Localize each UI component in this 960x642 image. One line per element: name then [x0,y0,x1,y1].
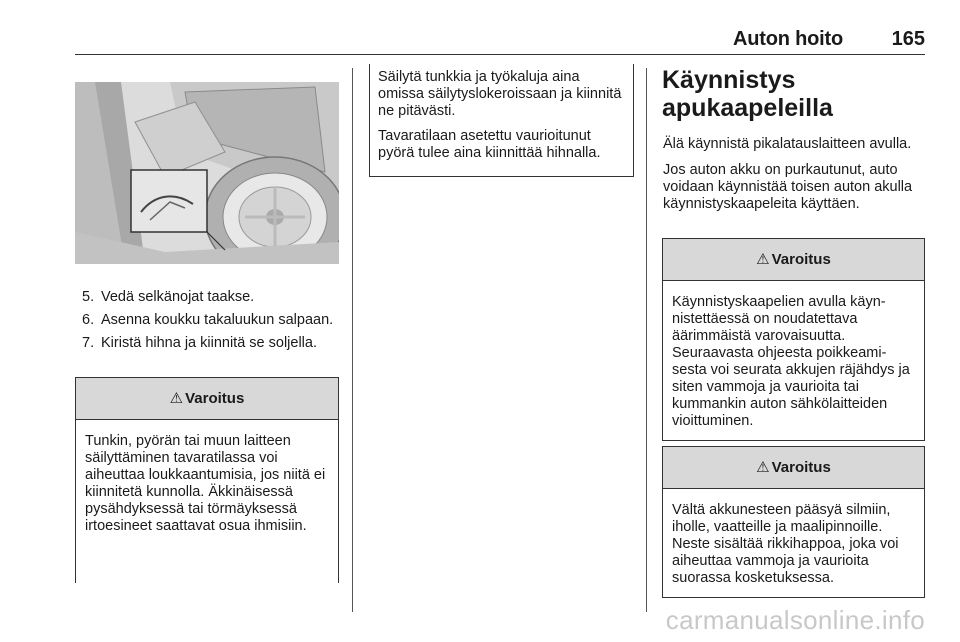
step-number: 5. [82,289,95,305]
page-number: 165 [891,28,925,50]
note-paragraph: Tavaratilaan asetettu vaurioitunut pyörä tulee aina kiinnittää hihnalla. [378,128,601,161]
page-header [75,28,925,55]
step-number: 7. [82,335,95,351]
section-title: Auton hoito [733,28,843,50]
step-item [82,312,344,329]
step-number: 6. [82,312,95,328]
column-divider-left [352,68,353,612]
illustration-graphic [75,82,339,264]
step-text: Kiristä hihna ja kiinnitä se soljella. [101,335,317,351]
step-text: Asenna koukku takaluukun salpaan. [101,312,334,328]
warning-body: Käynnistyskaapelien avulla käynnistettäessä on noudatettava äärimmäistä varovaisuutta. Seuraavasta ohjeesta poikkeamisesta voi seurata akkujen räjähdys ja siten vammoja ja vaurioita tai kummankin auton sähkölaitteiden vioittuminen. [672,294,910,429]
warning-header [76,378,338,420]
trunk-wheel-illustration [75,82,339,264]
intro-paragraph: Jos auton akku on purkautunut, auto voidaan käynnistää toisen auton akulla käynnistyskaapeleita käyttäen. [663,162,913,212]
intro-paragraph: Älä käynnistä pikalatauslaitteen avulla. [663,136,912,152]
step-text: Vedä selkänojat taakse. [101,289,255,305]
heading-line: apukaapeleilla [662,94,833,122]
warning-box-right-2 [662,446,925,598]
warning-title: Varoitus [771,251,831,268]
warning-triangle-icon: ⚠ [756,251,770,268]
warning-header [663,447,924,489]
section-heading [662,66,833,122]
warning-body: Vältä akkunesteen pääsyä silmiin, iholle, vaatteille ja maalipinnoille. Neste sisältää rikkihappoa, joka voi aiheuttaa vammoja ja vaurioita suorassa kosketuksessa. [672,502,899,586]
watermark-text: carmanualsonline.info [665,605,925,635]
warning-body: Tunkin, pyörän tai muun laitteen säilyttäminen tavaratilassa voi aiheuttaa loukkaantumisia, jos niitä ei kiinnitetä kunnolla. Äkkinäisessä pysähdyksessä tai törmäyksessä irtoesineet saattavat osua ihmisiin. [85,433,326,534]
intro-text [663,136,925,222]
step-item [82,335,344,352]
warning-triangle-icon: ⚠ [756,459,770,476]
note-paragraph: Säilytä tunkkia ja työkaluja aina omissa säilytyslokeroissaan ja kiinnitä ne pitävästi. [378,69,622,119]
warning-box-left [75,377,339,583]
storage-note-box [369,64,634,177]
warning-triangle-icon: ⚠ [169,390,184,407]
warning-box-right-1 [662,238,925,441]
instruction-steps [82,289,344,358]
warning-title: Varoitus [185,390,245,407]
column-divider-right [646,68,647,612]
heading-line: Käynnistys [662,66,796,94]
warning-title: Varoitus [771,459,831,476]
step-item [82,289,344,306]
warning-header [663,239,924,281]
